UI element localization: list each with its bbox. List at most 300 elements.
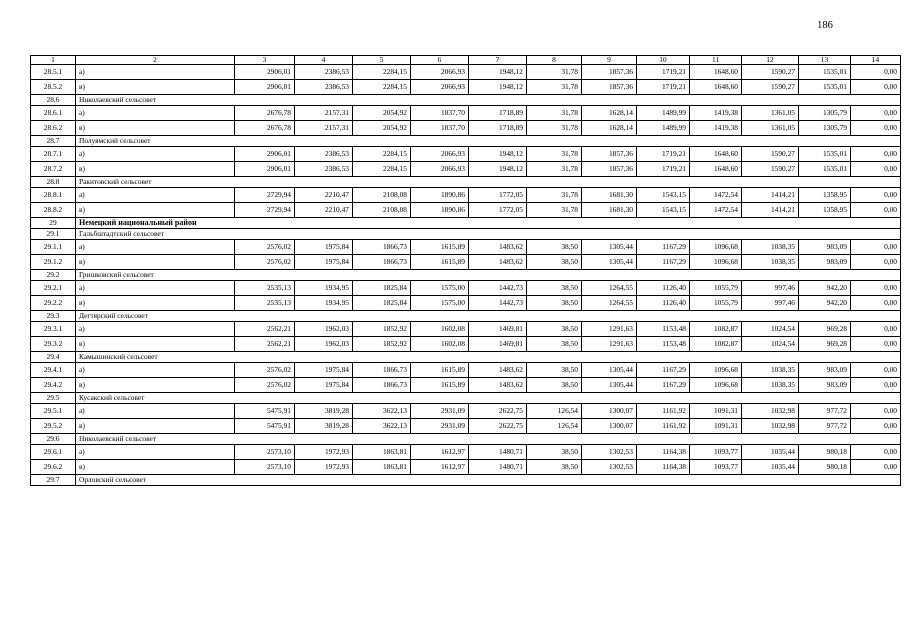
table-row	[31, 255, 901, 270]
section-row	[31, 352, 901, 363]
row-code: 29.4	[31, 352, 76, 363]
value-cell: 1489,99	[637, 121, 690, 136]
value-cell: 1469,81	[469, 322, 527, 337]
row-code: 29.7	[31, 475, 76, 486]
row-label: а)	[76, 404, 235, 419]
section-name: Гальбштадтский сельсовет	[76, 229, 901, 240]
value-cell: 2576,02	[235, 378, 295, 393]
value-cell: 1300,07	[582, 404, 637, 419]
row-code: 28.6	[31, 95, 76, 106]
value-cell: 1852,92	[353, 322, 411, 337]
table-row	[31, 162, 901, 177]
value-cell: 0,00	[851, 240, 901, 255]
value-cell: 2931,09	[411, 419, 469, 434]
value-cell: 1164,38	[637, 460, 690, 475]
value-cell: 1962,03	[295, 322, 353, 337]
value-cell: 1302,53	[582, 460, 637, 475]
value-cell: 1483,62	[469, 240, 527, 255]
column-header: 14	[851, 56, 901, 65]
row-label: а)	[76, 106, 235, 121]
table-row	[31, 106, 901, 121]
row-code: 29.1	[31, 229, 76, 240]
value-cell: 1300,07	[582, 419, 637, 434]
value-cell: 1615,89	[411, 363, 469, 378]
row-label: а)	[76, 240, 235, 255]
value-cell: 1038,35	[742, 378, 799, 393]
value-cell: 0,00	[851, 80, 901, 95]
value-cell: 38,50	[527, 363, 582, 378]
table-row	[31, 65, 901, 80]
row-code: 29.2.1	[31, 281, 76, 296]
value-cell: 1866,73	[353, 363, 411, 378]
value-cell: 1414,21	[742, 188, 799, 203]
value-cell: 1414,21	[742, 203, 799, 218]
value-cell: 2284,15	[353, 65, 411, 80]
value-cell: 1890,86	[411, 188, 469, 203]
value-cell: 38,50	[527, 322, 582, 337]
table-row	[31, 240, 901, 255]
value-cell: 1291,63	[582, 322, 637, 337]
row-label: а)	[76, 322, 235, 337]
section-row	[31, 270, 901, 281]
value-cell: 1091,31	[690, 419, 742, 434]
value-cell: 1167,29	[637, 255, 690, 270]
table-row	[31, 147, 901, 162]
value-cell: 0,00	[851, 460, 901, 475]
table-row	[31, 419, 901, 434]
row-label: а)	[76, 65, 235, 80]
row-code: 28.6.1	[31, 106, 76, 121]
section-name: Николаевский сельсовет	[76, 95, 901, 106]
table-row	[31, 404, 901, 419]
column-header: 12	[742, 56, 799, 65]
value-cell: 1164,38	[637, 445, 690, 460]
value-cell: 2210,47	[295, 203, 353, 218]
value-cell: 1719,21	[637, 162, 690, 177]
value-cell: 1857,36	[582, 80, 637, 95]
row-code: 28.7	[31, 136, 76, 147]
value-cell: 1419,38	[690, 121, 742, 136]
value-cell: 0,00	[851, 106, 901, 121]
value-cell: 1972,93	[295, 460, 353, 475]
row-label: в)	[76, 378, 235, 393]
value-cell: 1975,84	[295, 378, 353, 393]
section-name: Камышинский сельсовет	[76, 352, 901, 363]
row-code: 29.3.2	[31, 337, 76, 352]
value-cell: 1719,21	[637, 65, 690, 80]
table-row	[31, 460, 901, 475]
value-cell: 1126,40	[637, 281, 690, 296]
value-cell: 1358,95	[799, 188, 851, 203]
value-cell: 1167,29	[637, 378, 690, 393]
value-cell: 1590,27	[742, 65, 799, 80]
value-cell: 1648,60	[690, 80, 742, 95]
value-cell: 2729,94	[235, 188, 295, 203]
row-label: в)	[76, 337, 235, 352]
value-cell: 1305,79	[799, 106, 851, 121]
value-cell: 3819,28	[295, 404, 353, 419]
value-cell: 1153,48	[637, 337, 690, 352]
value-cell: 1096,68	[690, 240, 742, 255]
column-header: 7	[469, 56, 527, 65]
table-row	[31, 188, 901, 203]
value-cell: 1590,27	[742, 147, 799, 162]
value-cell: 1480,71	[469, 460, 527, 475]
row-label: в)	[76, 121, 235, 136]
value-cell: 2576,02	[235, 363, 295, 378]
value-cell: 2108,08	[353, 203, 411, 218]
value-cell: 1264,55	[582, 281, 637, 296]
row-code: 29.5.2	[31, 419, 76, 434]
section-name: Полуямский сельсовет	[76, 136, 901, 147]
value-cell: 1825,84	[353, 281, 411, 296]
section-row	[31, 475, 901, 486]
value-cell: 1615,89	[411, 240, 469, 255]
value-cell: 5475,91	[235, 419, 295, 434]
section-row	[31, 95, 901, 106]
district-name: Немецкий национальный район	[76, 218, 901, 229]
value-cell: 1358,95	[799, 203, 851, 218]
value-cell: 2906,01	[235, 65, 295, 80]
value-cell: 983,09	[799, 363, 851, 378]
table-row	[31, 363, 901, 378]
value-cell: 1038,35	[742, 255, 799, 270]
column-header: 11	[690, 56, 742, 65]
value-cell: 0,00	[851, 445, 901, 460]
value-cell: 1718,89	[469, 106, 527, 121]
value-cell: 0,00	[851, 281, 901, 296]
value-cell: 1535,01	[799, 147, 851, 162]
column-header: 1	[31, 56, 76, 65]
row-code: 29.4.1	[31, 363, 76, 378]
page-number: 186	[817, 20, 833, 31]
value-cell: 0,00	[851, 65, 901, 80]
row-label: в)	[76, 203, 235, 218]
value-cell: 38,50	[527, 296, 582, 311]
table-row	[31, 80, 901, 95]
value-cell: 3622,13	[353, 404, 411, 419]
table-row	[31, 121, 901, 136]
section-row	[31, 393, 901, 404]
value-cell: 1126,40	[637, 296, 690, 311]
value-cell: 2562,21	[235, 322, 295, 337]
row-label: а)	[76, 363, 235, 378]
table-row	[31, 378, 901, 393]
value-cell: 0,00	[851, 255, 901, 270]
row-label: в)	[76, 296, 235, 311]
value-cell: 1055,79	[690, 296, 742, 311]
value-cell: 31,78	[527, 106, 582, 121]
row-code: 28.7.1	[31, 147, 76, 162]
value-cell: 1535,01	[799, 80, 851, 95]
value-cell: 1681,30	[582, 188, 637, 203]
column-header: 2	[76, 56, 235, 65]
row-code: 29.6	[31, 434, 76, 445]
value-cell: 38,50	[527, 337, 582, 352]
column-header: 13	[799, 56, 851, 65]
column-header: 5	[353, 56, 411, 65]
section-row	[31, 229, 901, 240]
value-cell: 1837,70	[411, 106, 469, 121]
value-cell: 1612,97	[411, 460, 469, 475]
value-cell: 1305,44	[582, 255, 637, 270]
value-cell: 1575,00	[411, 281, 469, 296]
value-cell: 31,78	[527, 65, 582, 80]
value-cell: 1863,81	[353, 445, 411, 460]
value-cell: 1948,12	[469, 162, 527, 177]
value-cell: 1096,68	[690, 255, 742, 270]
section-name: Кусакский сельсовет	[76, 393, 901, 404]
value-cell: 1628,14	[582, 121, 637, 136]
value-cell: 980,18	[799, 460, 851, 475]
value-cell: 1590,27	[742, 162, 799, 177]
value-cell: 1772,05	[469, 188, 527, 203]
value-cell: 0,00	[851, 363, 901, 378]
row-code: 28.5.2	[31, 80, 76, 95]
table-row	[31, 322, 901, 337]
value-cell: 0,00	[851, 337, 901, 352]
section-name: Гришковский сельсовет	[76, 270, 901, 281]
row-code: 28.8	[31, 177, 76, 188]
value-cell: 2066,93	[411, 147, 469, 162]
value-cell: 983,09	[799, 240, 851, 255]
value-cell: 0,00	[851, 419, 901, 434]
value-cell: 2157,31	[295, 106, 353, 121]
section-row	[31, 434, 901, 445]
row-label: а)	[76, 445, 235, 460]
value-cell: 1442,73	[469, 281, 527, 296]
value-cell: 0,00	[851, 378, 901, 393]
value-cell: 1096,68	[690, 378, 742, 393]
value-cell: 38,50	[527, 240, 582, 255]
row-code: 28.7.2	[31, 162, 76, 177]
value-cell: 2906,01	[235, 147, 295, 162]
value-cell: 2535,13	[235, 296, 295, 311]
section-name: Дегтярский сельсовет	[76, 311, 901, 322]
value-cell: 0,00	[851, 162, 901, 177]
value-cell: 1863,81	[353, 460, 411, 475]
value-cell: 1718,89	[469, 121, 527, 136]
value-cell: 31,78	[527, 147, 582, 162]
value-cell: 1948,12	[469, 80, 527, 95]
table-row	[31, 296, 901, 311]
value-cell: 0,00	[851, 322, 901, 337]
section-row	[31, 136, 901, 147]
value-cell: 31,78	[527, 80, 582, 95]
value-cell: 1291,63	[582, 337, 637, 352]
value-cell: 1857,36	[582, 147, 637, 162]
section-row	[31, 177, 901, 188]
row-code: 29.6.2	[31, 460, 76, 475]
value-cell: 997,46	[742, 281, 799, 296]
table-row	[31, 203, 901, 218]
row-code: 29	[31, 218, 76, 229]
value-cell: 2676,78	[235, 106, 295, 121]
header-row	[31, 56, 901, 65]
value-cell: 969,28	[799, 322, 851, 337]
value-cell: 1091,31	[690, 404, 742, 419]
value-cell: 1161,92	[637, 404, 690, 419]
row-label: а)	[76, 188, 235, 203]
value-cell: 1535,01	[799, 65, 851, 80]
value-cell: 1890,86	[411, 203, 469, 218]
section-name: Николаевский сельсовет	[76, 434, 901, 445]
value-cell: 38,50	[527, 281, 582, 296]
value-cell: 2906,01	[235, 80, 295, 95]
value-cell: 983,09	[799, 255, 851, 270]
row-code: 28.8.1	[31, 188, 76, 203]
value-cell: 1602,08	[411, 322, 469, 337]
value-cell: 1648,60	[690, 147, 742, 162]
row-label: в)	[76, 419, 235, 434]
value-cell: 38,50	[527, 378, 582, 393]
value-cell: 2931,09	[411, 404, 469, 419]
value-cell: 1024,54	[742, 337, 799, 352]
row-code: 29.2.2	[31, 296, 76, 311]
value-cell: 1648,60	[690, 162, 742, 177]
value-cell: 1305,79	[799, 121, 851, 136]
value-cell: 2573,10	[235, 445, 295, 460]
value-cell: 1024,54	[742, 322, 799, 337]
value-cell: 2108,08	[353, 188, 411, 203]
value-cell: 1962,03	[295, 337, 353, 352]
row-code: 28.5.1	[31, 65, 76, 80]
value-cell: 1483,62	[469, 378, 527, 393]
value-cell: 38,50	[527, 445, 582, 460]
value-cell: 1575,00	[411, 296, 469, 311]
value-cell: 1032,98	[742, 419, 799, 434]
value-cell: 1975,84	[295, 240, 353, 255]
value-cell: 0,00	[851, 188, 901, 203]
value-cell: 1419,38	[690, 106, 742, 121]
row-label: в)	[76, 162, 235, 177]
value-cell: 1469,81	[469, 337, 527, 352]
value-cell: 2210,47	[295, 188, 353, 203]
value-cell: 1302,53	[582, 445, 637, 460]
value-cell: 1167,29	[637, 363, 690, 378]
row-code: 29.6.1	[31, 445, 76, 460]
value-cell: 1866,73	[353, 240, 411, 255]
value-cell: 942,20	[799, 281, 851, 296]
value-cell: 2066,93	[411, 80, 469, 95]
value-cell: 1361,05	[742, 121, 799, 136]
value-cell: 1035,44	[742, 445, 799, 460]
row-code: 29.5.1	[31, 404, 76, 419]
value-cell: 1719,21	[637, 147, 690, 162]
value-cell: 1590,27	[742, 80, 799, 95]
value-cell: 2906,01	[235, 162, 295, 177]
value-cell: 1543,15	[637, 203, 690, 218]
value-cell: 977,72	[799, 419, 851, 434]
value-cell: 1852,92	[353, 337, 411, 352]
column-header: 4	[295, 56, 353, 65]
column-header: 10	[637, 56, 690, 65]
value-cell: 1055,79	[690, 281, 742, 296]
value-cell: 1035,44	[742, 460, 799, 475]
value-cell: 126,54	[527, 419, 582, 434]
row-label: в)	[76, 80, 235, 95]
value-cell: 2676,78	[235, 121, 295, 136]
value-cell: 2284,15	[353, 80, 411, 95]
value-cell: 1472,54	[690, 203, 742, 218]
value-cell: 1628,14	[582, 106, 637, 121]
value-cell: 2576,02	[235, 240, 295, 255]
value-cell: 1305,44	[582, 378, 637, 393]
value-cell: 2535,13	[235, 281, 295, 296]
table-row	[31, 445, 901, 460]
row-code: 29.1.1	[31, 240, 76, 255]
value-cell: 1972,93	[295, 445, 353, 460]
value-cell: 0,00	[851, 147, 901, 162]
value-cell: 38,50	[527, 255, 582, 270]
value-cell: 1305,44	[582, 240, 637, 255]
value-cell: 31,78	[527, 162, 582, 177]
value-cell: 1535,01	[799, 162, 851, 177]
row-label: в)	[76, 255, 235, 270]
value-cell: 1038,35	[742, 363, 799, 378]
value-cell: 31,78	[527, 121, 582, 136]
value-cell: 1934,95	[295, 296, 353, 311]
value-cell: 1975,84	[295, 363, 353, 378]
value-cell: 1719,21	[637, 80, 690, 95]
value-cell: 1472,54	[690, 188, 742, 203]
value-cell: 1866,73	[353, 378, 411, 393]
value-cell: 2157,31	[295, 121, 353, 136]
value-cell: 1038,35	[742, 240, 799, 255]
value-cell: 1483,62	[469, 363, 527, 378]
row-code: 29.5	[31, 393, 76, 404]
value-cell: 1082,87	[690, 337, 742, 352]
value-cell: 38,50	[527, 460, 582, 475]
value-cell: 0,00	[851, 404, 901, 419]
value-cell: 2622,75	[469, 404, 527, 419]
value-cell: 1489,99	[637, 106, 690, 121]
value-cell: 1857,36	[582, 162, 637, 177]
column-header: 6	[411, 56, 469, 65]
value-cell: 1167,29	[637, 240, 690, 255]
value-cell: 1096,68	[690, 363, 742, 378]
value-cell: 2562,21	[235, 337, 295, 352]
value-cell: 1305,44	[582, 363, 637, 378]
value-cell: 2576,02	[235, 255, 295, 270]
row-label: а)	[76, 147, 235, 162]
section-name: Орловский сельсовет	[76, 475, 901, 486]
table-row	[31, 281, 901, 296]
value-cell: 997,46	[742, 296, 799, 311]
value-cell: 2386,53	[295, 162, 353, 177]
value-cell: 983,09	[799, 378, 851, 393]
value-cell: 1442,73	[469, 296, 527, 311]
value-cell: 1093,77	[690, 460, 742, 475]
value-cell: 1857,36	[582, 65, 637, 80]
value-cell: 2054,92	[353, 121, 411, 136]
value-cell: 1615,89	[411, 255, 469, 270]
value-cell: 1948,12	[469, 147, 527, 162]
row-code: 29.2	[31, 270, 76, 281]
value-cell: 1361,05	[742, 106, 799, 121]
row-label: а)	[76, 281, 235, 296]
value-cell: 942,20	[799, 296, 851, 311]
value-cell: 31,78	[527, 188, 582, 203]
row-code: 29.3.1	[31, 322, 76, 337]
row-code: 28.6.2	[31, 121, 76, 136]
value-cell: 1093,77	[690, 445, 742, 460]
value-cell: 3819,28	[295, 419, 353, 434]
column-header: 8	[527, 56, 582, 65]
value-cell: 969,28	[799, 337, 851, 352]
tariff-table	[30, 55, 901, 486]
value-cell: 2386,53	[295, 65, 353, 80]
